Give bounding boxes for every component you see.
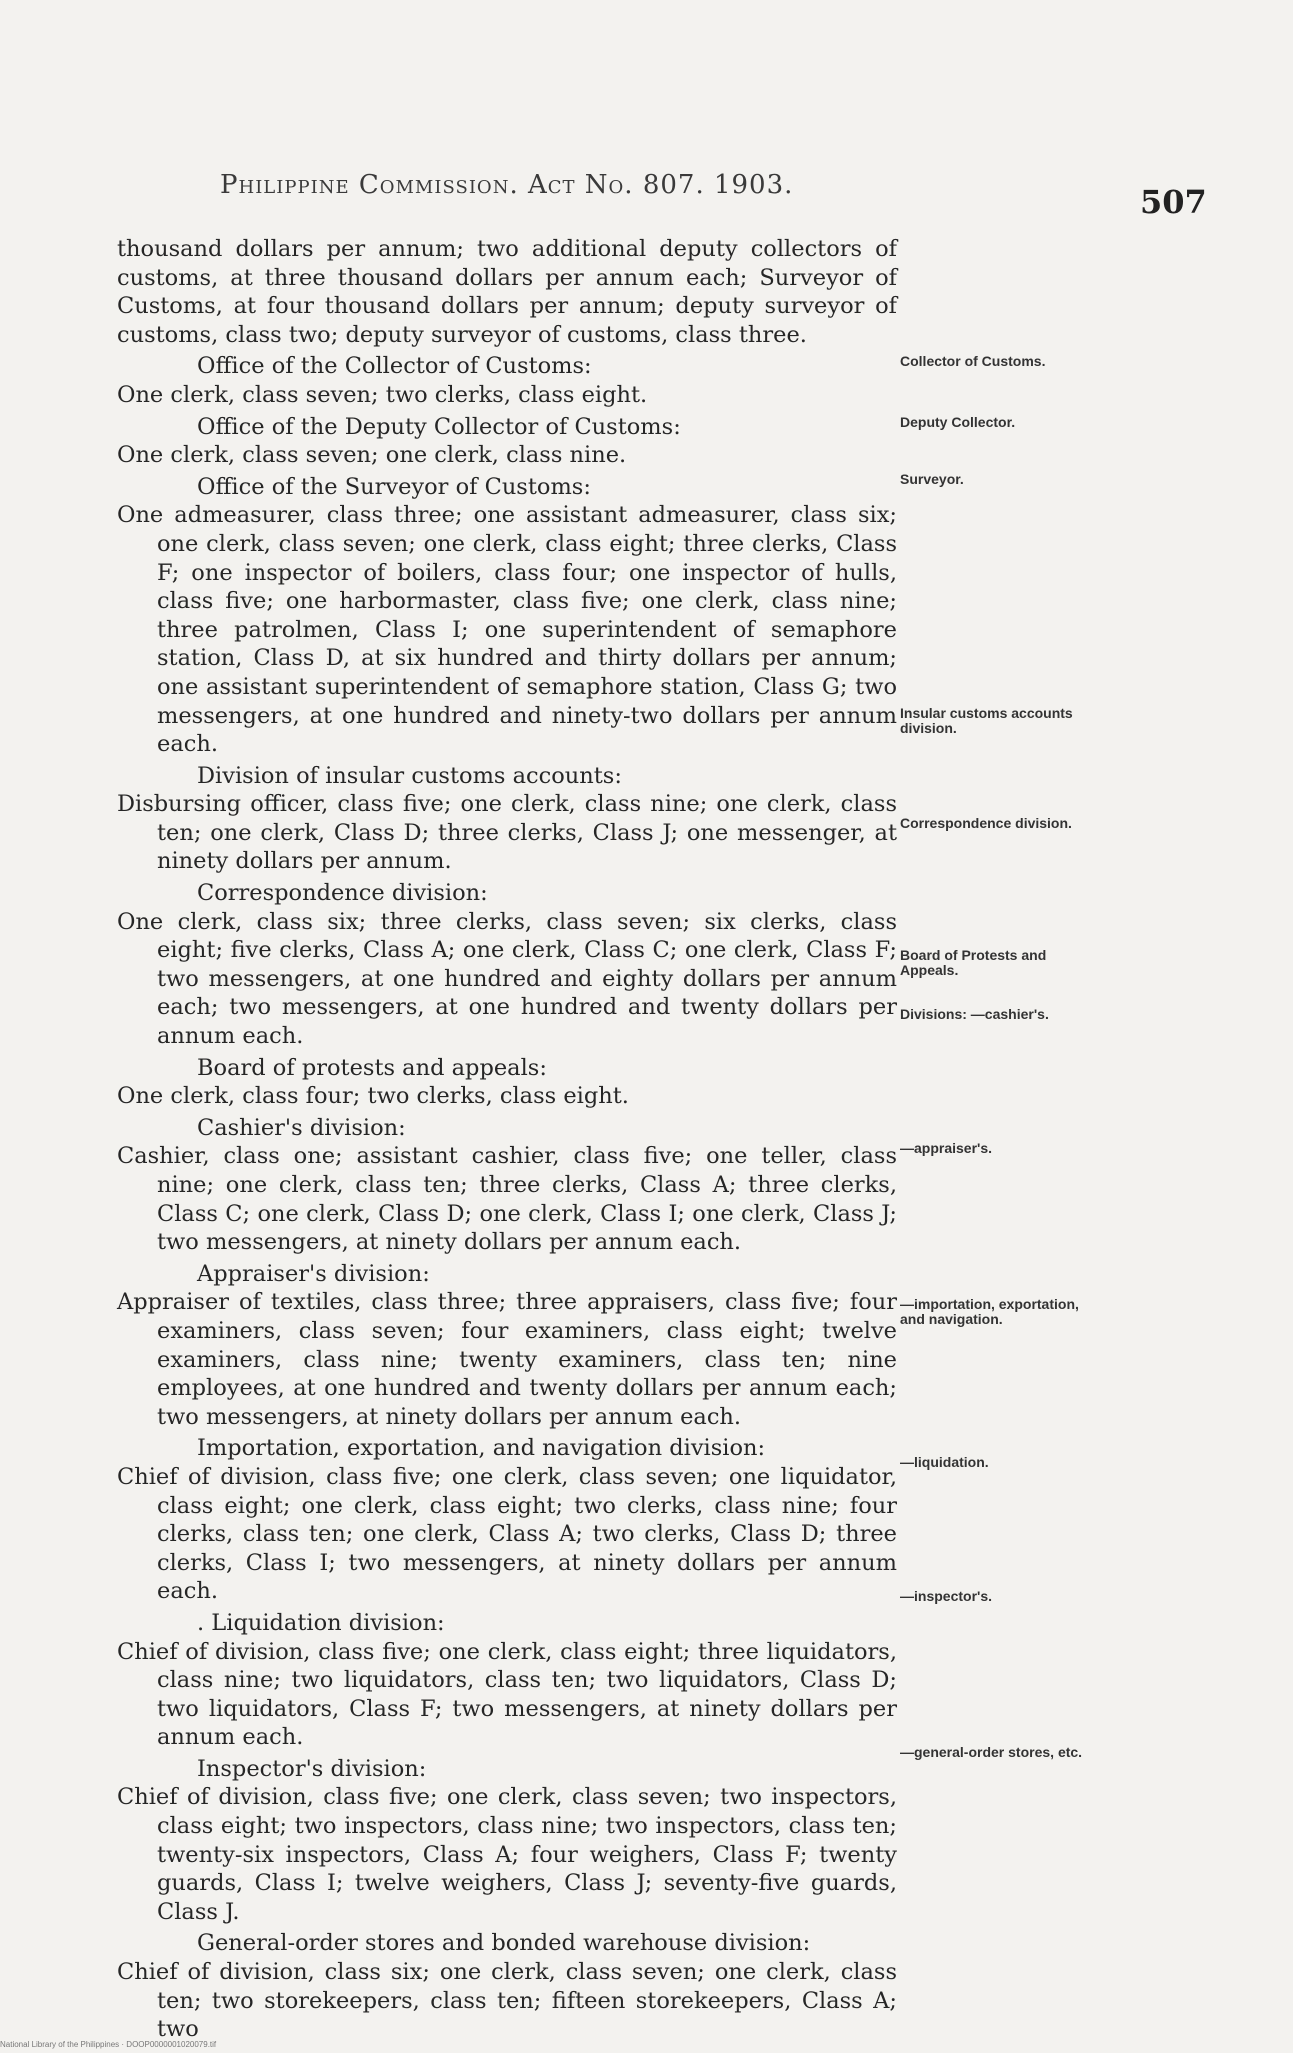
margin-note-general-order: —general-order stores, etc. — [900, 1744, 1083, 1760]
margin-note-liquidation: —liquidation. — [900, 1454, 989, 1470]
paragraph: One clerk, class seven; two clerks, class eight. — [117, 381, 648, 408]
section-heading: Inspector's division: — [197, 1755, 427, 1782]
paragraph: Cashier, class one; assistant cashier, class five; one teller, class nine; one clerk, class ten; three clerks, Class A; three clerks, Class C; one clerk, Class D; one clerk, Class I; one clerk, Class J; two messengers, at ninety dollars per annum each. — [117, 1143, 897, 1256]
margin-note-correspondence: Correspondence division. — [900, 815, 1072, 831]
page-number: 507 — [1140, 183, 1207, 221]
section-heading: . Liquidation division: — [197, 1609, 445, 1636]
paragraph: Disbursing officer, class five; one clerk, class nine; one clerk, class ten; one clerk, Class D; three clerks, Class J; one messenger, at ninety dollars per annum. — [117, 791, 897, 875]
margin-note-board-protests: Board of Protests and Appeals. — [900, 947, 1047, 978]
margin-note-surveyor: Surveyor. — [900, 471, 964, 487]
section-heading: Cashier's division: — [197, 1114, 406, 1141]
section-heading: Correspondence division: — [197, 880, 488, 907]
margin-note-deputy-collector: Deputy Collector. — [900, 414, 1016, 430]
section-heading: Office of the Surveyor of Customs: — [197, 473, 591, 500]
paragraph: Appraiser of textiles, class three; three appraisers, class five; four examiners, class seven; four examiners, class eight; twelve examiners, class nine; twenty examiners, class ten; nine employees, at one hundred and twenty dollars per annum each; two messengers, at ninety dollars per annum each. — [117, 1289, 897, 1430]
section-heading: Board of protests and appeals: — [197, 1054, 547, 1081]
running-title: Philippine Commission. Act No. 807. 1903. — [220, 170, 794, 200]
section-heading: Importation, exportation, and navigation division: — [197, 1435, 766, 1462]
section-heading: Office of the Collector of Customs: — [197, 353, 592, 380]
paragraph: Chief of division, class five; one clerk, class seven; one liquidator, class eight; one clerk, class eight; two clerks, class nine; four clerks, class ten; one clerk, Class A; two clerks, Class D; three clerks, Class I; two messengers, at ninety dollars per annum each. — [117, 1463, 897, 1605]
paragraph: thousand dollars per annum; two additional deputy collectors of customs, at three thousand dollars per annum each; Surveyor of Customs, at four thousand dollars per annum; deputy surveyor of customs, class two; deputy surveyor of customs, class three. — [117, 236, 897, 348]
paragraph: One clerk, class four; two clerks, class eight. — [117, 1083, 629, 1110]
margin-note-cashiers: Divisions: —cashier's. — [900, 1006, 1049, 1022]
paragraph: One clerk, class six; three clerks, class seven; six clerks, class eight; five clerks, Class A; one clerk, Class C; one clerk, Class F; two messengers, at one hundred and eighty dollars per annum each; two messengers, at one hundred and twenty dollars per annum each. — [117, 908, 897, 1050]
margin-note-appraisers: —appraiser's. — [900, 1140, 993, 1156]
margin-note-collector: Collector of Customs. — [900, 353, 1046, 369]
paragraph: One clerk, class seven; one clerk, class nine. — [117, 442, 627, 469]
margin-note-accounts-division: Insular customs accounts division. — [900, 705, 1073, 736]
paragraph: One admeasurer, class three; one assistant admeasurer, class six; one clerk, class seven; one clerk, class eight; three clerks, Class F; one inspector of boilers, class four; one inspector of hulls, class five; one harbormaster, class five; one clerk, class nine; three patrolmen, Class I; one superintendent of semaphore station, Class D, at six hundred and thirty dollars per annum; one assistant superintendent of semaphore station, Class G; two messengers, at one hundred and ninety-two dollars per annum each. — [117, 502, 897, 758]
section-heading: General-order stores and bonded warehouse division: — [197, 1930, 811, 1957]
section-heading: Division of insular customs accounts: — [197, 762, 622, 789]
section-heading: Office of the Deputy Collector of Customs: — [197, 413, 681, 440]
paragraph: Chief of division, class five; one clerk, class seven; two inspectors, class eight; two inspectors, class nine; two inspectors, class ten; twenty-six inspectors, Class A; four weighers, Class F; twenty guards, Class I; twelve weighers, Class J; seventy-five guards, Class J. — [117, 1784, 897, 1925]
paragraph: Chief of division, class five; one clerk, class eight; three liquidators, class nine; two liquidators, class ten; two liquidators, Class D; two liquidators, Class F; two messengers, at ninety dollars per annum each. — [117, 1638, 897, 1751]
margin-note-importation: —importation, exportation, and navigation. — [900, 1296, 1079, 1327]
section-heading: Appraiser's division: — [197, 1260, 430, 1287]
paragraph: Chief of division, class six; one clerk, class seven; one clerk, class ten; two storekeepers, class ten; fifteen storekeepers, Class A; two — [117, 1959, 897, 2043]
act-body-text — [117, 235, 897, 2044]
margin-note-inspectors: —inspector's. — [900, 1588, 993, 1604]
scan-footer: National Library of the Philippines · DOOP0000001020079.tif — [0, 2040, 217, 2049]
